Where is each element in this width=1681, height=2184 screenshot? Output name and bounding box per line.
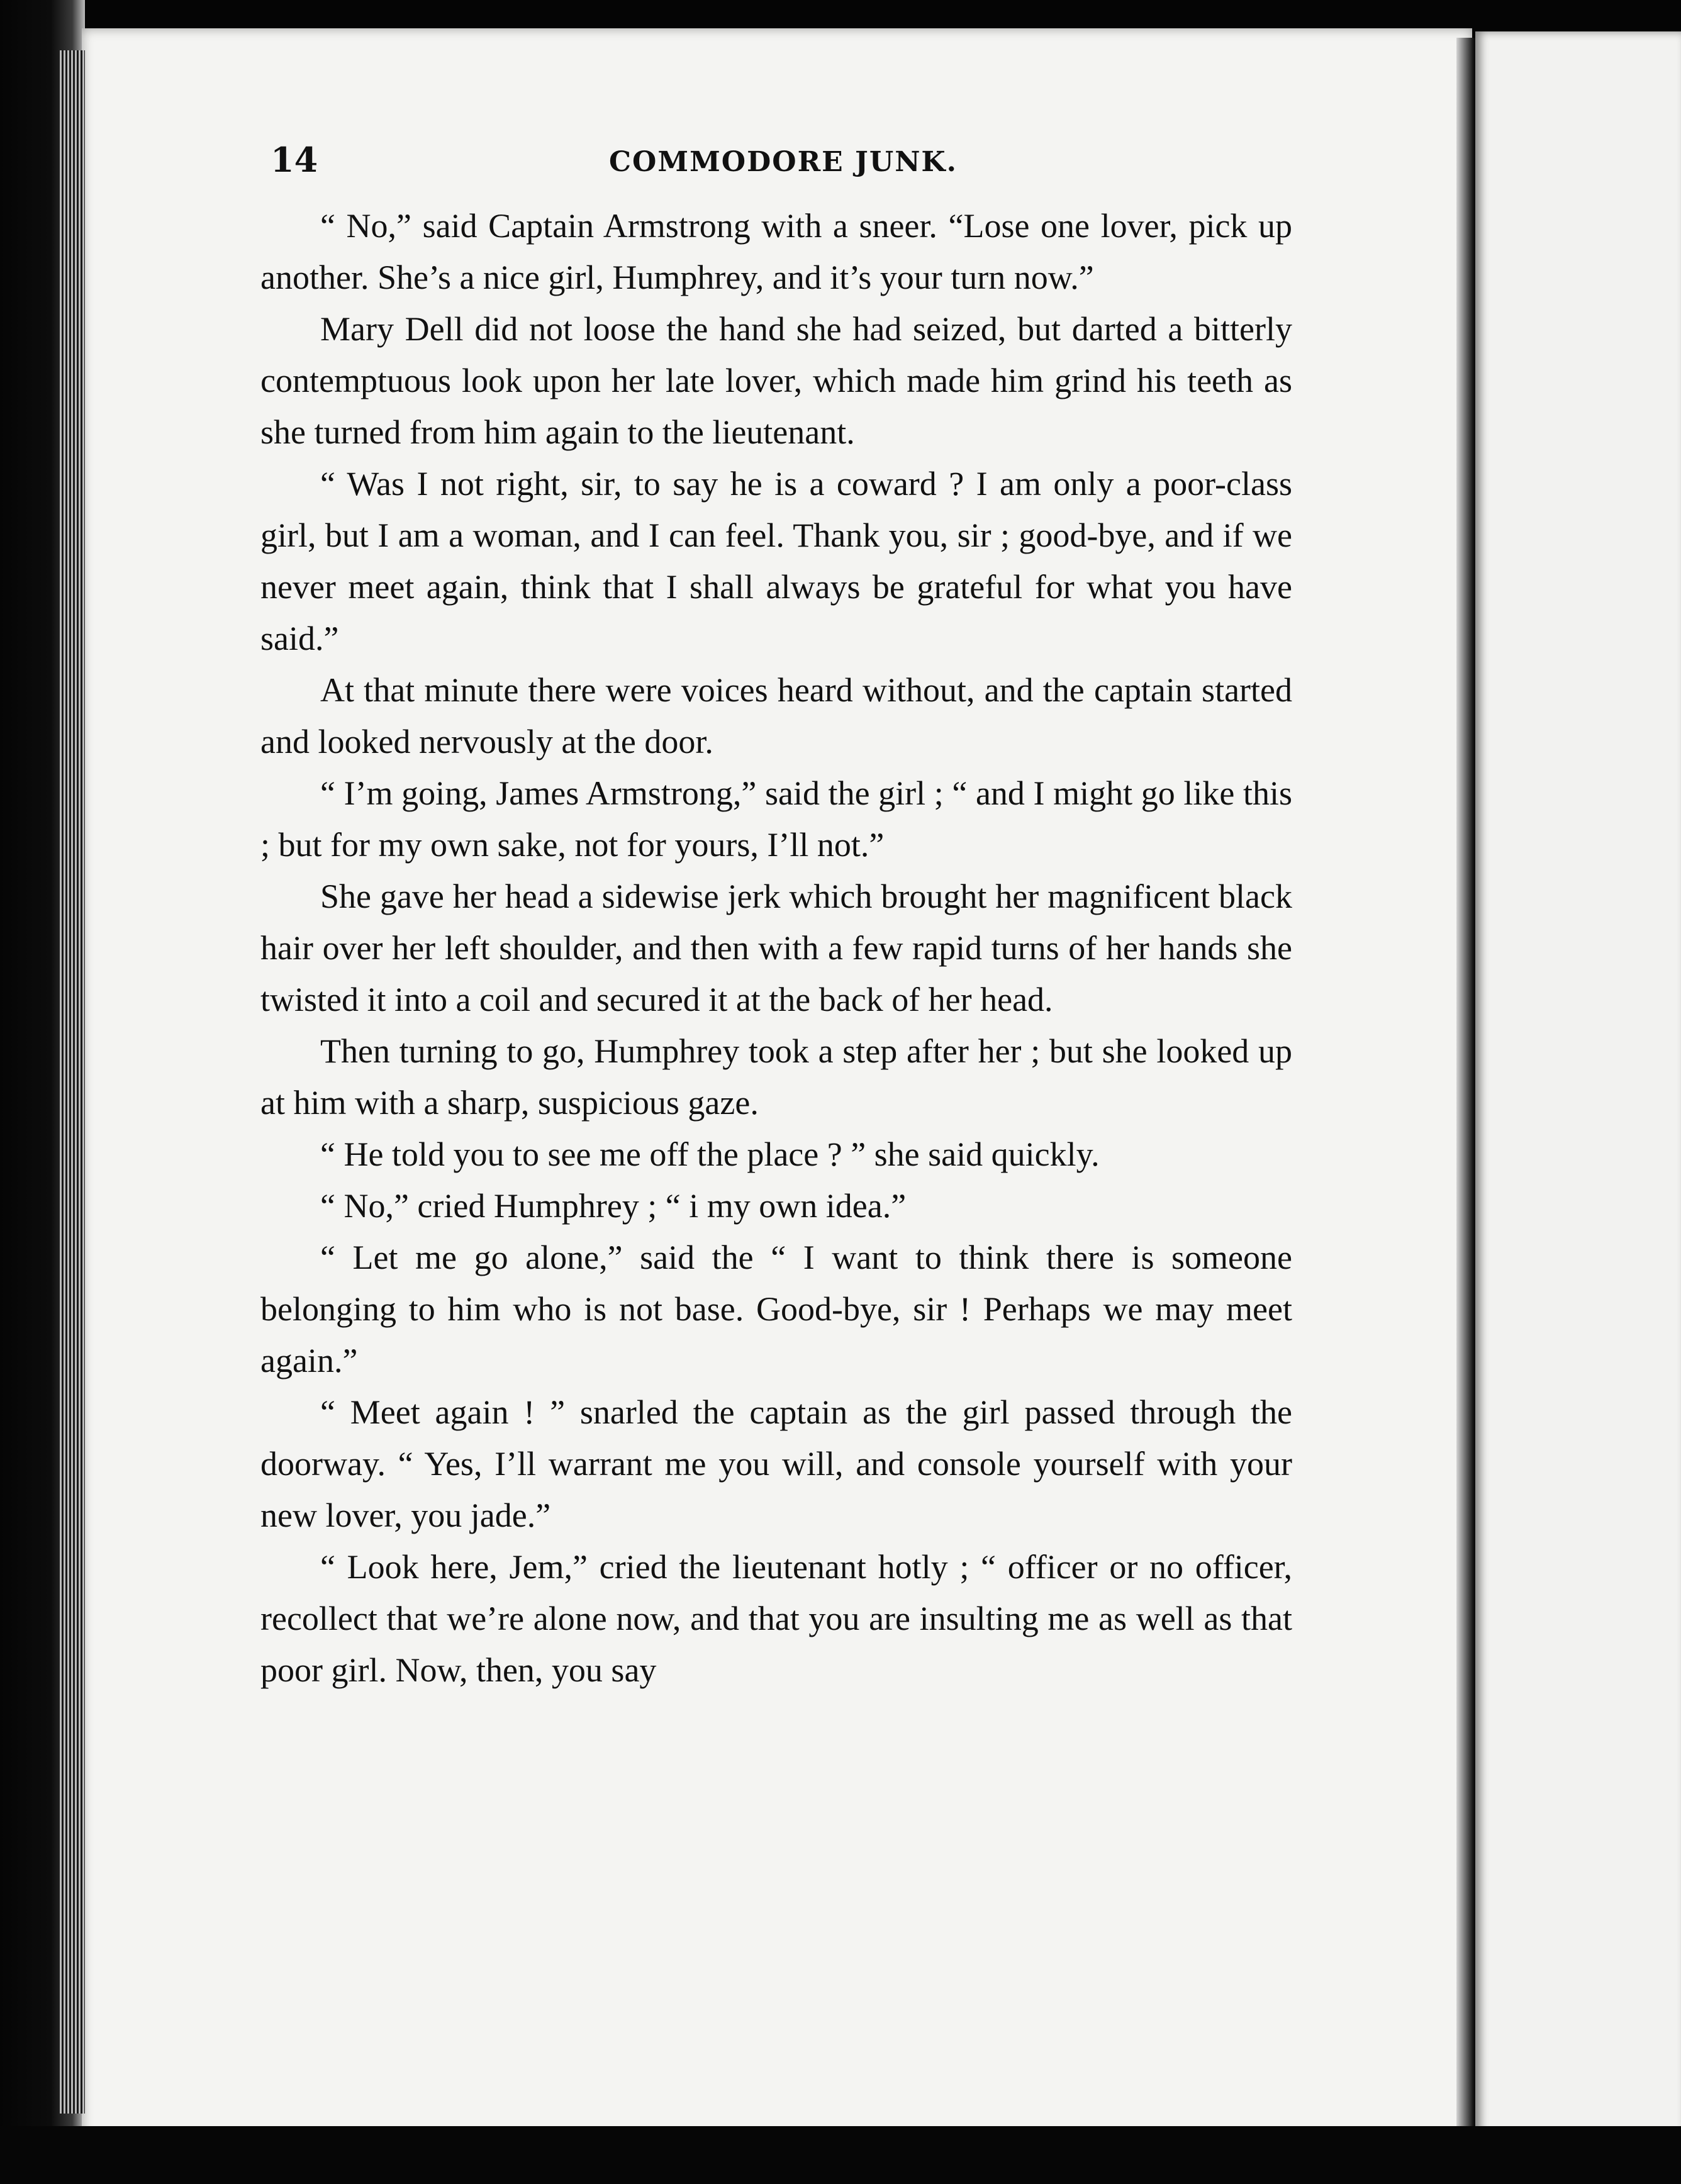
page-number: 14: [271, 140, 318, 180]
running-head: COMMODORE JUNK.: [609, 146, 958, 178]
paragraph: Then turning to go, Humphrey took a step after her ; but she looked up at him with a sharp, suspicious gaze.: [260, 1032, 1292, 1122]
paragraph: She gave her head a sidewise jerk which brought her magnificent black hair over her left shoulder, and then with a few rapid turns of her hands she twisted it into a coil and secured it at the back of her head.: [260, 878, 1292, 1018]
paragraph: “ No,” cried Humphrey ; “ i my own idea.”: [320, 1187, 907, 1225]
paragraph: “ Look here, Jem,” cried the lieutenant hotly ; “ officer or no officer, recollect that we’re alone now, and that you are insulting me as well as that poor girl. Now, then, you say: [260, 1548, 1292, 1689]
page-stack-edge: [60, 50, 85, 2114]
paragraph: “ Meet again ! ” snarled the captain as the girl passed through the doorway. “ Yes, I’ll warrant me you will, and console yourself with your new lover, you jade.”: [260, 1393, 1292, 1534]
paragraph: “ Let me go alone,” said the “ I want to think there is someone belonging to him who is not base. Good-bye, sir ! Perhaps we may meet again.”: [260, 1239, 1292, 1379]
paragraph: Mary Dell did not loose the hand she had seized, but darted a bitterly contemptuous look upon her late lover, which made him grind his teeth as she turned from him again to the lieutenant.: [260, 310, 1292, 451]
right-page-edge: [1475, 31, 1681, 2153]
page-header: [271, 140, 1296, 190]
paragraph: “ He told you to see me off the place ? ” she said quickly.: [320, 1135, 1100, 1173]
body-text: [260, 200, 1292, 1696]
paragraph: “ Was I not right, sir, to say he is a coward ? I am only a poor-class girl, but I am a woman, and I can feel. Thank you, sir ; good-bye, and if we never meet again, think that I shall always be grateful for what you have said.”: [260, 465, 1292, 657]
paragraph: “ No,” said Captain Armstrong with a sneer. “Lose one lover, pick up another. She’s a nice girl, Humphrey, and it’s your turn now.”: [260, 207, 1292, 296]
paragraph: At that minute there were voices heard without, and the captain started and looked nervously at the door.: [260, 671, 1292, 760]
paragraph: “ I’m going, James Armstrong,” said the girl ; “ and I might go like this ; but for my own sake, not for yours, I’ll not.”: [260, 774, 1292, 864]
bottom-shadow: [0, 2126, 1681, 2184]
